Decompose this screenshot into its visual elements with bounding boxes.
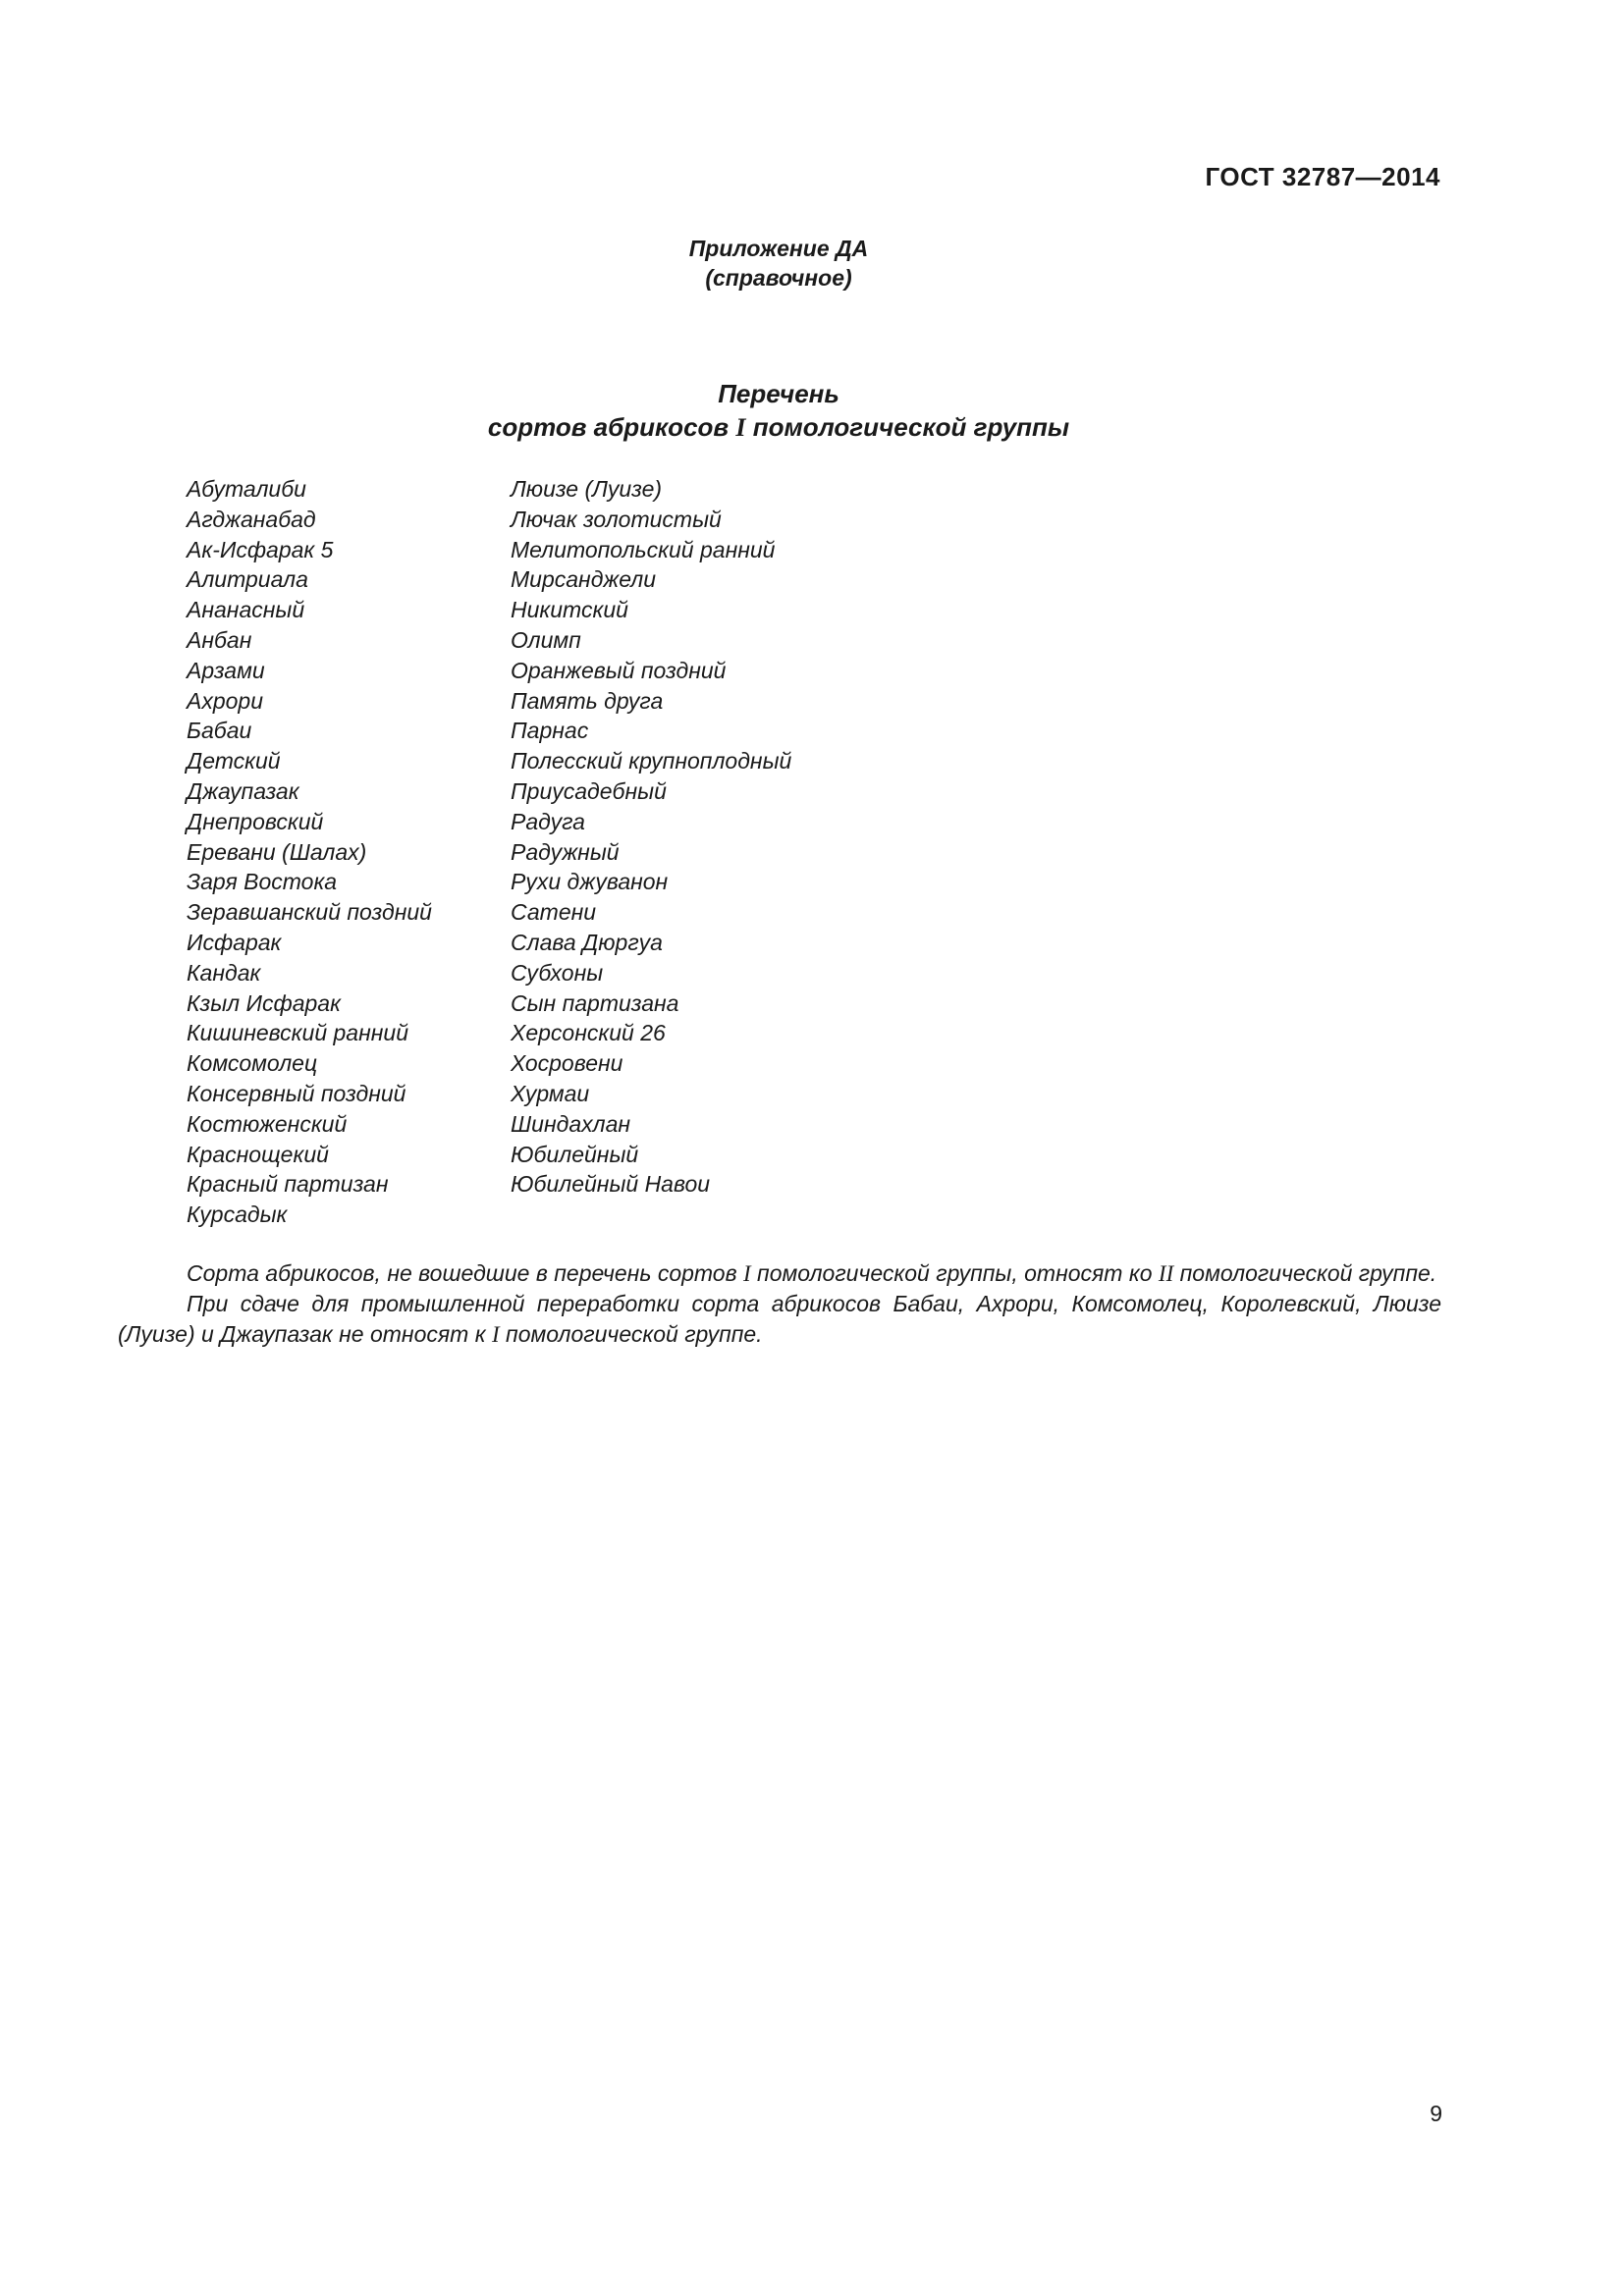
variety-list-item: Никитский <box>511 597 628 623</box>
variety-list-item: Абуталиби <box>187 476 306 502</box>
variety-list-item: Бабаи <box>187 718 252 744</box>
variety-list-item: Слава Дюргуа <box>511 929 663 955</box>
variety-list-item: Хурмаи <box>511 1080 590 1106</box>
variety-list-item: Агджанабад <box>187 506 316 532</box>
variety-list-item: Кзыл Исфарак <box>187 989 341 1016</box>
variety-list-item: Олимп <box>511 626 581 653</box>
variety-list-item: Заря Востока <box>187 869 338 895</box>
variety-list-item: Исфарак <box>187 929 282 955</box>
list-title-line2-pre: сортов абрикосов <box>487 412 736 442</box>
variety-list-item: Парнас <box>511 718 589 744</box>
note-paragraph-1 <box>118 1258 1441 1289</box>
variety-list-item: Мелитопольский ранний <box>511 536 776 562</box>
variety-list-item: Лючак золотистый <box>511 506 722 532</box>
list-title-line1: Перечень <box>718 379 839 408</box>
variety-list-item: Субхоны <box>511 959 604 986</box>
variety-list-item: Анбан <box>187 626 252 653</box>
variety-list-item: Рухи джуванон <box>511 869 669 895</box>
note-1-text-a: Сорта абрикосов, не вошедшие в перечень сортов <box>187 1260 743 1286</box>
variety-list-item: Оранжевый поздний <box>511 657 727 683</box>
variety-list-item: Арзами <box>187 657 265 683</box>
variety-list-item: Мирсанджели <box>511 566 657 593</box>
variety-list-item: Юбилейный <box>511 1141 639 1167</box>
roman-numeral-i: I <box>743 1261 751 1286</box>
variety-list-item: Кандак <box>187 959 261 986</box>
variety-list-item: Костюженский <box>187 1110 348 1137</box>
variety-list-item: Красный партизан <box>187 1171 389 1198</box>
variety-list-item: Память друга <box>511 687 664 714</box>
variety-list-item: Джаупазак <box>187 777 299 804</box>
variety-list-item: Сатени <box>511 899 597 926</box>
variety-list-item: Хосровени <box>511 1050 623 1077</box>
variety-list-item: Днепровский <box>187 808 324 834</box>
notes-section <box>118 1258 1441 1350</box>
list-title-line2 <box>0 410 1557 445</box>
page-number: 9 <box>1430 2101 1442 2126</box>
appendix-heading <box>0 234 1557 293</box>
variety-list-item: Ак-Исфарак 5 <box>187 536 334 562</box>
variety-list-left-column <box>187 474 432 1230</box>
appendix-title: Приложение ДА <box>688 236 869 261</box>
variety-list-item: Радужный <box>511 838 620 865</box>
variety-list-item: Сын партизана <box>511 989 679 1016</box>
variety-list-item: Люизе (Луизе) <box>511 476 663 502</box>
variety-list-item: Херсонский 26 <box>511 1020 666 1046</box>
variety-list-item: Комсомолец <box>187 1050 318 1077</box>
variety-list-item: Полесский крупноплодный <box>511 748 792 774</box>
list-title <box>0 377 1557 445</box>
variety-list-item: Детский <box>187 748 281 774</box>
roman-numeral-i: I <box>491 1322 500 1347</box>
variety-list-item: Зеравшанский поздний <box>187 899 432 926</box>
variety-list-item: Шиндахлан <box>511 1110 631 1137</box>
variety-list-item: Приусадебный <box>511 777 667 804</box>
variety-list-right-column <box>511 474 791 1200</box>
variety-list-item: Ахрори <box>187 687 264 714</box>
variety-list-item: Курсадык <box>187 1201 288 1228</box>
note-paragraph-2 <box>118 1289 1441 1350</box>
variety-list-item: Еревани (Шалах) <box>187 838 367 865</box>
variety-list-item: Консервный поздний <box>187 1080 406 1106</box>
variety-list-item: Радуга <box>511 808 585 834</box>
document-code: ГОСТ 32787—2014 <box>1205 162 1440 191</box>
variety-list-item: Юбилейный Навои <box>511 1171 711 1198</box>
variety-list-item: Ананасный <box>187 597 305 623</box>
note-1-text-c: помологической группе. <box>1173 1260 1437 1286</box>
appendix-type: (справочное) <box>705 265 852 291</box>
variety-list-item: Кишиневский ранний <box>187 1020 408 1046</box>
note-1-text-b: помологической группы, относят ко <box>750 1260 1159 1286</box>
variety-list-item: Краснощекий <box>187 1141 329 1167</box>
roman-numeral-i: I <box>735 413 746 442</box>
note-2-text-a: При сдаче для промышленной переработки сорта абрикосов Бабаи, Ахрори, Комсомолец, Королевский, Люизе (Луизе) и Джаупазак не относят к <box>118 1291 1441 1347</box>
variety-list-item: Алитриала <box>187 566 308 593</box>
roman-numeral-ii: II <box>1158 1261 1174 1286</box>
note-2-text-b: помологической группе. <box>499 1321 763 1347</box>
list-title-line2-post: помологической группы <box>745 412 1070 442</box>
